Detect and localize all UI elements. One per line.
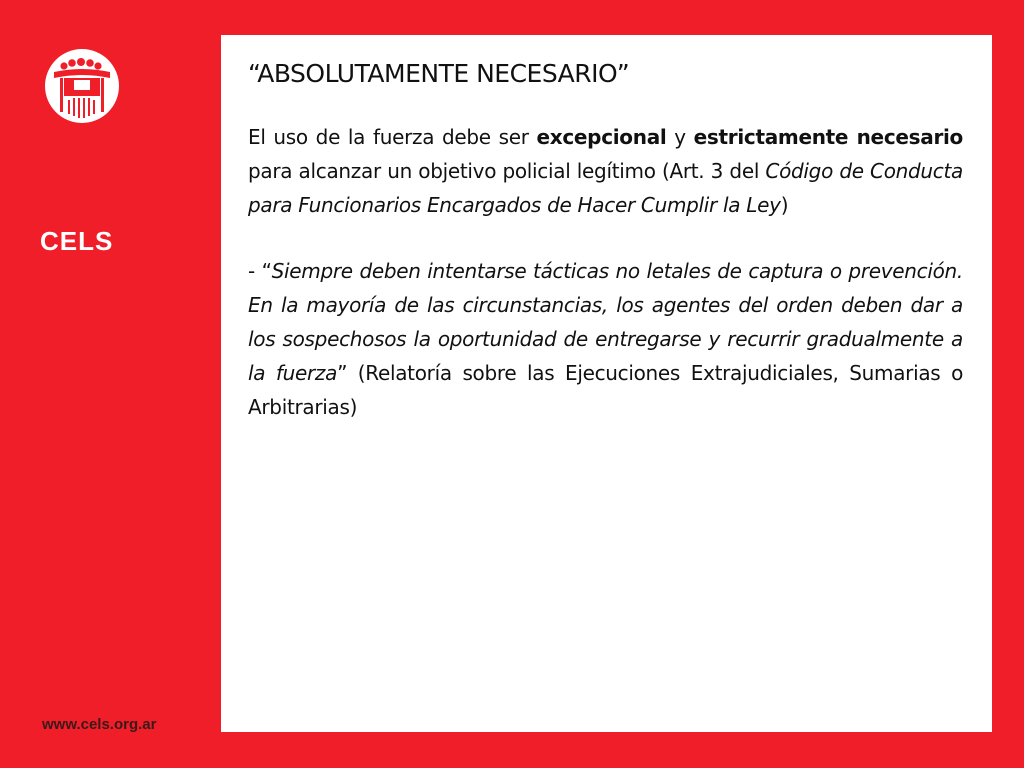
bold-term: estrictamente necesario: [693, 125, 964, 149]
text-segment: El uso de la fuerza debe ser: [248, 125, 537, 149]
org-name: CELS: [40, 226, 114, 256]
text-segment: ” (Relatoría sobre las Ejecuciones Extrajudiciales, Sumarias o Arbitrarias): [248, 361, 964, 419]
slide-content: [248, 59, 963, 456]
text-segment: - “: [248, 259, 272, 283]
content-panel: [221, 35, 992, 732]
text-segment: para alcanzar un objetivo policial legítimo (Art. 3 del: [248, 159, 766, 183]
italic-reference: Código de Conducta para Funcionarios Encargados de Hacer Cumplir la Ley: [248, 159, 963, 217]
cels-logo-icon: [44, 48, 120, 124]
italic-quote: Siempre deben intentarse tácticas no letales de captura o prevención. En la mayoría de las circunstancias, los agentes del orden deben dar a los sospechosos la oportunidad de entregarse y recurrir gradualmente a la fuerza: [248, 259, 963, 385]
text-segment: ): [780, 193, 789, 217]
website-url[interactable]: www.cels.org.ar: [42, 716, 157, 733]
text-segment: y: [666, 125, 694, 149]
bold-term: excepcional: [536, 125, 667, 149]
slide-title: “ABSOLUTAMENTE NECESARIO”: [248, 59, 630, 88]
paragraph-principle: [248, 120, 963, 222]
paragraph-quote: [248, 254, 963, 424]
